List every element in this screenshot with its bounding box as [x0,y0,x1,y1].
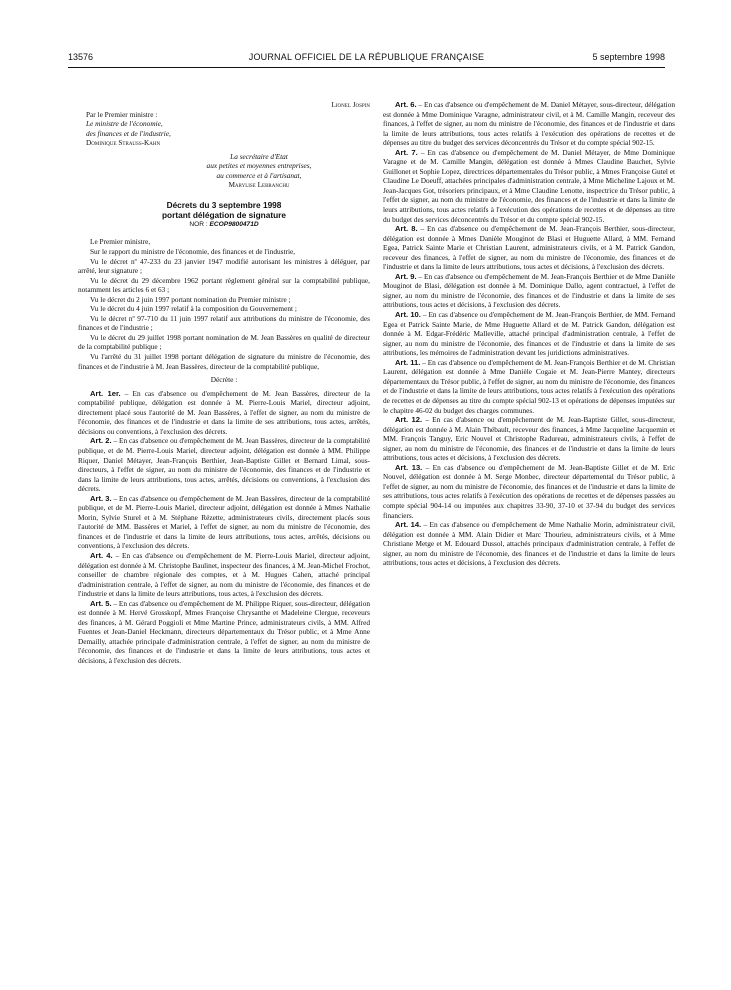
right-column [383,100,675,956]
page-header [68,52,665,66]
article-paragraph: Art. 1er. – En cas d'absence ou d'empêchement de M. Jean Bassères, directeur de la comptabilité publique, délégation est donnée à M. Pierre-Louis Mariel, directeur adjoint, directement placé sous l'autorité de M. Jean Bassères, à l'effet de signer, au nom du ministre de l'économie, des finances et de l'industrie et dans la limite de ses attributions, tous actes, arrêtés, décisions ou conventions, à l'exclusion des décrets. [78,388,370,436]
decree-title: Décrets du 3 septembre 1998 [166,199,282,210]
page-number: 13576 [68,52,94,62]
article-label: Art. 7. [395,147,418,157]
article-label: Art. 6. [395,100,417,109]
journal-title: JOURNAL OFFICIEL DE LA RÉPUBLIQUE FRANÇAISE [248,52,485,62]
article-label: Art. 11. [395,357,421,367]
article-label: Art. 1er. [90,388,121,398]
signature-line: Le ministre de l'économie, [86,119,163,129]
signature-minister: Dominique Strauss-Kahn [86,138,161,148]
signature-prime-minister: Lionel Jospin [331,100,370,109]
signature-line: La secrétaire d'Etat [230,151,288,161]
article-paragraph: Art. 14. – En cas d'absence ou d'empêchement de Mme Nathalie Morin, administrateur civil, délégation est donnée à MM. Alain Didier et Marc Thourieu, administrateurs civils, et à Mme Christiane Metge et M. Edouard Dussol, attachés principaux d'administration centrale, à l'effet de signer, au nom du ministre de l'économie, des finances et de l'industrie et dans la limite de leurs attributions, tous actes et décisions, à l'exclusion des décrets. [383,520,675,568]
article-paragraph: Art. 2. – En cas d'absence ou d'empêchement de M. Jean Bassères, directeur de la comptabilité publique, et de M. Pierre-Louis Mariel, directeur adjoint, délégation est donnée à MM. Philippe Riquer, Daniel Métayer, Jean-François Berthier, Jean-Baptiste Gillet et Bernard Limal, sous-directeurs, à l'effet de signer, au nom du ministre de l'économie, des finances et de l'industrie et dans la limite de leurs attributions, tous actes, arrêtés, décisions ou conventions, à l'exclusion des décrets. [78,436,370,494]
preamble-line: Vu le décret nº 47-233 du 23 janvier 1947 modifié autorisant les ministres à déléguer, par arrêté, leur signature ; [78,256,370,276]
preamble-line: Vu le décret du 29 décembre 1962 portant règlement général sur la comptabilité publique, notamment les articles 6 et 63 ; [78,275,370,295]
article-label: Art. 10. [395,310,421,320]
article-label: Art. 13. [395,462,423,472]
article-paragraph: Art. 10. – En cas d'absence ou d'empêchement de M. Jean-François Berthier, de MM. Fernand Egea et Patrick Sainte Marie, de Mme Huguette Allard et de M. Patrick Gandon, délégation est donnée à M. Edgar-Frédéric Malleville, attaché principal d'administration centrale, à l'effet de signer, au nom du ministre de l'économie, des finances et de l'industrie et dans la limite de ses attributions, les mémoires de l'administration devant les juridictions administratives. [383,310,675,358]
article-paragraph: Art. 7. – En cas d'absence ou d'empêchement de M. Daniel Métayer, de Mme Dominique Varagne et de M. Camille Mangin, délégation est donnée à Mmes Claudine Bauchet, Sylvie Guillonet et Sophie Lopez, directrices départementales du Trésor public, à Mmes Françoise Gutel et Claudine Le Doeuff, attachées principales d'administration centrale, à Mme Micheline Lajoux et M. Jean-Jacques Got, trésoriers principaux, et à Mme Claudine Lenotte, inspectrice du Trésor public, à l'effet de signer, au nom du ministre de l'économie, des finances et de l'industrie et dans la limite de leurs attributions, tous actes relatifs à l'exécution des opérations de recettes et de dépenses au titre du budget des services déconcentrés du Trésor et du compte spécial 902-15. [383,147,675,224]
preamble-line: Vu le décret du 4 juin 1997 relatif à la composition du Gouvernement ; [90,304,297,314]
header-rule [68,67,665,68]
article-paragraph: Art. 8. – En cas d'absence ou d'empêchement de M. Jean-François Berthier, sous-directeur, délégation est donnée à Mmes Danièle Mouginot de Blasi et Huguette Allard, à MM. Fernand Egea, Patrick Sainte Marie et Christian Laurent, administrateurs civils, et à M. Patrick Gandon, receveur des finances, à l'effet de signer, au nom du ministre de l'économie, des finances et de l'industrie et dans la limite de leurs attributions, tous actes et décisions, à l'exclusion des décrets. [383,224,675,272]
preamble-line: Sur le rapport du ministre de l'économie, des finances et de l'industrie, [90,247,296,257]
signature-line: Par le Premier ministre : [86,109,158,119]
issue-date: 5 septembre 1998 [592,52,665,62]
article-label: Art. 9. [395,271,417,281]
preamble-line: Vu le décret du 2 juin 1997 portant nomination du Premier ministre ; [90,294,291,304]
article-paragraph: Art. 5. – En cas d'absence ou d'empêchement de M. Philippe Riquer, sous-directeur, délégation est donnée à M. Hervé Grosskopf, Mmes Françoise Chrysanthe et Madeleine Clergue, receveurs des finances, à M. Gérard Poggioli et Mme Martine Prince, administrateurs civils, à MM. Alfred Fuentes et Jean-Daniel Heckmann, directeurs départementaux du Trésor public, et à Mme Anne Demailly, attachée principale d'administration centrale, à l'effet de signer, au nom du ministre de l'économie, des finances et de l'industrie et dans la limite de leurs attributions, tous actes et décisions, à l'exclusion des décrets. [78,598,370,665]
left-column [78,100,370,956]
decree-subtitle: portant délégation de signature [161,209,286,220]
article-label: Art. 14. [395,520,422,530]
article-label: Art. 4. [90,550,113,560]
article-label: Art. 5. [90,598,112,608]
signature-secretary: Marylise Lebranchu [228,180,290,190]
article-paragraph: Art. 3. – En cas d'absence ou d'empêchement de M. Jean Bassères, directeur de la comptabilité publique, et de M. Pierre-Louis Mariel, directeur adjoint, délégation est donnée à Mmes Nathalie Morin, Sylvie Sturel et à M. Stéphane Rézette, administrateurs civils, directement placés sous l'autorité de MM. Bassères et Mariel, à l'effet de signer, au nom du ministre de l'économie, des finances et de l'industrie et dans la limite de leurs attributions, tous actes, arrêtés, décisions ou conventions, à l'exclusion des décrets. [78,493,370,551]
preamble-line: Vu l'arrêté du 31 juillet 1998 portant délégation de signature du ministre de l'économie, des finances et de l'industrie à M. Jean Bassères, directeur de la comptabilité publique, [78,352,370,371]
article-paragraph: Art. 12. – En cas d'absence ou d'empêchement de M. Jean-Baptiste Gillet, sous-directeur, délégation est donnée à M. Alain Thébault, receveur des finances, à Mme Jacqueline Jacquemin et MM. François Tanguy, Eric Nouvel et Christophe Radureau, administrateurs civils, à l'effet de signer, au nom du ministre de l'économie, des finances et de l'industrie et dans la limite de leurs attributions, tous actes et décisions, à l'exclusion des décrets. [383,415,675,463]
signature-line: des finances et de l'industrie, [86,128,171,138]
nor-reference: NOR : ECOP9800471D [189,220,259,228]
preamble-line: Vu le décret du 29 juillet 1998 portant nomination de M. Jean Bassères en qualité de directeur de la comptabilité publique ; [78,332,370,352]
preamble-line: Vu le décret nº 97-710 du 11 juin 1997 relatif aux attributions du ministre de l'économie, des finances et de l'industrie ; [78,313,370,333]
article-paragraph: Art. 11. – En cas d'absence ou d'empêchement de M. Jean-François Berthier et de M. Christian Laurent, délégation est donnée à Mme Danièle Cogaie et M. Jean-Pierre Mantey, directeurs départementaux du Trésor public, à l'effet de signer, au nom du ministre de l'économie, des finances et de l'industrie et dans la limite de leurs attributions, tous actes relatifs à l'exécution des opérations de recettes et de dépenses au titre du compte spécial 902-13 et opérations de dépenses imputées sur le chapitre 46-02 du budget des charges communes. [383,357,675,415]
article-paragraph: Art. 13. – En cas d'absence ou d'empêchement de M. Jean-Baptiste Gillet et de M. Eric Nouvel, délégation est donnée à M. Serge Monbec, directeur départemental du Trésor public, à l'effet de signer, au nom du ministre de l'économie, des finances et de l'industrie et dans la limite de ses attributions, tous actes relatifs à l'exécution des opérations de recettes et de dépenses passées au compte spécial 904-14 ou imputées aux chapitres 33-90, 37-10 et 37-94 du budget des services financiers. [383,462,675,520]
decrete-heading: Décrète : [210,375,238,385]
article-paragraph: Art. 9. – En cas d'absence ou d'empêchement de M. Jean-François Berthier et de Mme Danièle Mouginot de Blasi, délégation est donnée à M. Dominique Dallo, agent contractuel, à l'effet de signer, au nom du ministre de l'économie, des finances et de l'industrie et dans la limite de ses attributions, tous actes et décisions, à l'exclusion des décrets. [383,271,675,310]
preamble-line: Le Premier ministre, [90,237,151,247]
signature-line: aux petites et moyennes entreprises, [206,161,312,171]
article-label: Art. 3. [90,493,112,503]
article-paragraph: Art. 6. – En cas d'absence ou d'empêchement de M. Daniel Métayer, sous-directeur, délégation est donnée à Mme Dominique Varagne, administrateur civil, et à M. Camille Mangin, receveur des finances, à l'effet de signer, au nom du ministre de l'économie, des finances et de l'industrie et dans la limite de leurs attributions, tous actes relatifs à l'exécution des opérations de recettes et de dépenses au titre du budget des services déconcentrés du Trésor et du compte spécial 902-15. [383,100,675,148]
article-paragraph: Art. 4. – En cas d'absence ou d'empêchement de M. Pierre-Louis Mariel, directeur adjoint, délégation est donnée à M. Christophe Baulinet, inspecteur des finances, à M. Jean-Michel Frochot, conseiller de chambre régionale des comptes, et à M. Hugues Cahen, attaché principal d'administration centrale, à l'effet de signer, au nom du ministre de l'économie, des finances et de l'industrie et dans la limite de leurs attributions, tous actes, à l'exclusion des décrets. [78,550,370,599]
article-label: Art. 8. [395,224,418,234]
article-label: Art. 2. [90,436,112,446]
article-label: Art. 12. [395,415,423,425]
signature-line: au commerce et à l'artisanat, [216,170,302,180]
